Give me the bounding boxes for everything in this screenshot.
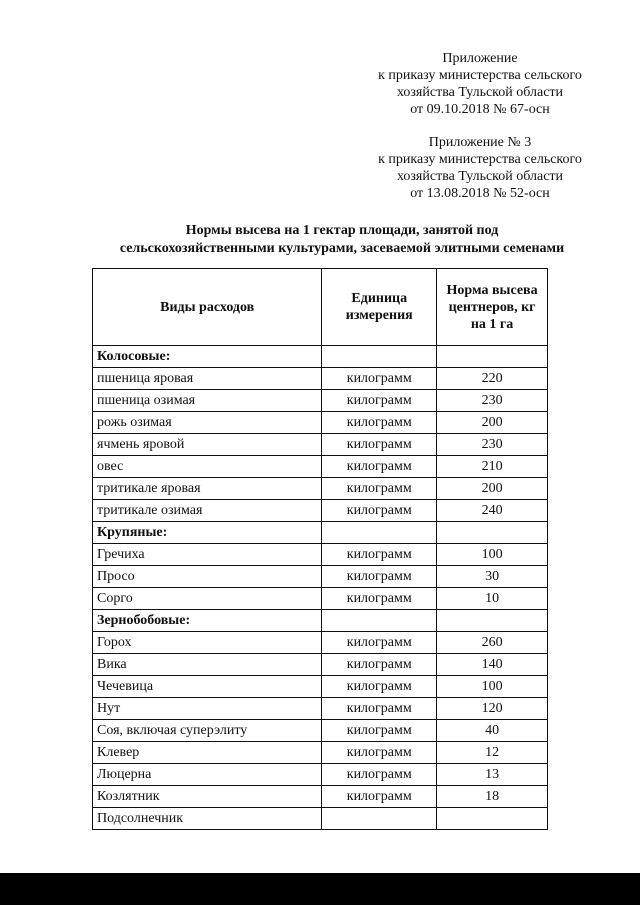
- norm-value: 30: [437, 566, 548, 588]
- crop-name: Клевер: [93, 742, 322, 764]
- unit-cell: [322, 346, 437, 368]
- norm-value: 220: [437, 368, 548, 390]
- crop-name: тритикале озимая: [93, 500, 322, 522]
- unit-cell: килограмм: [322, 500, 437, 522]
- norm-value: 230: [437, 434, 548, 456]
- appendix-line: Приложение № 3: [428, 135, 532, 150]
- unit-cell: килограмм: [322, 390, 437, 412]
- crop-name: рожь озимая: [93, 412, 322, 434]
- seeding-norms-table: [92, 268, 548, 830]
- table-row: [93, 610, 548, 632]
- norm-value: 260: [437, 632, 548, 654]
- unit-cell: килограмм: [322, 654, 437, 676]
- table-row: [93, 390, 548, 412]
- norm-value: [437, 808, 548, 830]
- crop-name: Козлятник: [93, 786, 322, 808]
- appendix-line: к приказу министерства сельского: [378, 68, 582, 83]
- unit-cell: килограмм: [322, 676, 437, 698]
- title-line-1: Нормы высева на 1 гектар площади, занятой под: [185, 223, 499, 238]
- table-row: [93, 786, 548, 808]
- norm-value: 13: [437, 764, 548, 786]
- table-row: [93, 412, 548, 434]
- norm-value: 200: [437, 478, 548, 500]
- unit-cell: килограмм: [322, 478, 437, 500]
- appendix-line: от 09.10.2018 № 67-осн: [410, 102, 550, 117]
- unit-cell: килограмм: [322, 632, 437, 654]
- norm-value: 210: [437, 456, 548, 478]
- norm-value: 100: [437, 676, 548, 698]
- table-row: [93, 434, 548, 456]
- crop-name: Вика: [93, 654, 322, 676]
- header-expense-type: Виды расходов: [93, 269, 322, 346]
- crop-name: пшеница озимая: [93, 390, 322, 412]
- crop-name: Чечевица: [93, 676, 322, 698]
- norm-value: 12: [437, 742, 548, 764]
- norm-value: 100: [437, 544, 548, 566]
- crop-name: Крупяные:: [93, 522, 322, 544]
- norm-value: 10: [437, 588, 548, 610]
- appendix-header-1: [330, 50, 630, 118]
- unit-cell: [322, 522, 437, 544]
- unit-cell: [322, 808, 437, 830]
- crop-name: Люцерна: [93, 764, 322, 786]
- table-row: [93, 654, 548, 676]
- table-row: [93, 478, 548, 500]
- norm-value: 200: [437, 412, 548, 434]
- unit-cell: килограмм: [322, 742, 437, 764]
- table-row: [93, 368, 548, 390]
- appendix-line: от 13.08.2018 № 52-осн: [410, 186, 550, 201]
- table-row: [93, 632, 548, 654]
- appendix-line: хозяйства Тульской области: [396, 169, 564, 184]
- header-unit: Единица измерения: [322, 269, 437, 346]
- title-line-2: сельскохозяйственными культурами, засеваемой элитными семенами: [119, 241, 565, 256]
- crop-name: Колосовые:: [93, 346, 322, 368]
- table-row: [93, 808, 548, 830]
- crop-name: Сорго: [93, 588, 322, 610]
- unit-cell: килограмм: [322, 588, 437, 610]
- table-row: [93, 456, 548, 478]
- table-row: [93, 720, 548, 742]
- norm-value: 140: [437, 654, 548, 676]
- crop-name: Гречиха: [93, 544, 322, 566]
- norm-value: 240: [437, 500, 548, 522]
- unit-cell: килограмм: [322, 720, 437, 742]
- unit-cell: килограмм: [322, 434, 437, 456]
- table-header-row: [93, 269, 548, 346]
- unit-cell: килограмм: [322, 566, 437, 588]
- norm-value: 120: [437, 698, 548, 720]
- appendix-line: Приложение: [442, 51, 518, 66]
- table-row: [93, 764, 548, 786]
- table-row: [93, 544, 548, 566]
- scan-border: [0, 873, 640, 905]
- appendix-line: к приказу министерства сельского: [378, 152, 582, 167]
- norm-value: [437, 610, 548, 632]
- crop-name: Горох: [93, 632, 322, 654]
- appendix-header-2: [330, 134, 630, 202]
- document-title: [92, 222, 592, 258]
- table-row: [93, 346, 548, 368]
- appendix-line: хозяйства Тульской области: [396, 85, 564, 100]
- crop-name: Нут: [93, 698, 322, 720]
- unit-cell: килограмм: [322, 764, 437, 786]
- header-norm: Норма высева центнеров, кг на 1 га: [437, 269, 548, 346]
- table-row: [93, 566, 548, 588]
- unit-cell: килограмм: [322, 368, 437, 390]
- norm-value: 230: [437, 390, 548, 412]
- crop-name: пшеница яровая: [93, 368, 322, 390]
- unit-cell: [322, 610, 437, 632]
- crop-name: Подсолнечник: [93, 808, 322, 830]
- crop-name: тритикале яровая: [93, 478, 322, 500]
- norm-value: 40: [437, 720, 548, 742]
- norm-value: 18: [437, 786, 548, 808]
- table-row: [93, 522, 548, 544]
- norm-value: [437, 522, 548, 544]
- norm-value: [437, 346, 548, 368]
- unit-cell: килограмм: [322, 544, 437, 566]
- unit-cell: килограмм: [322, 786, 437, 808]
- unit-cell: килограмм: [322, 456, 437, 478]
- crop-name: Соя, включая суперэлиту: [93, 720, 322, 742]
- table-row: [93, 676, 548, 698]
- table-row: [93, 500, 548, 522]
- crop-name: ячмень яровой: [93, 434, 322, 456]
- table-row: [93, 588, 548, 610]
- crop-name: овес: [93, 456, 322, 478]
- unit-cell: килограмм: [322, 698, 437, 720]
- table-row: [93, 742, 548, 764]
- crop-name: Зернобобовые:: [93, 610, 322, 632]
- crop-name: Просо: [93, 566, 322, 588]
- table-row: [93, 698, 548, 720]
- unit-cell: килограмм: [322, 412, 437, 434]
